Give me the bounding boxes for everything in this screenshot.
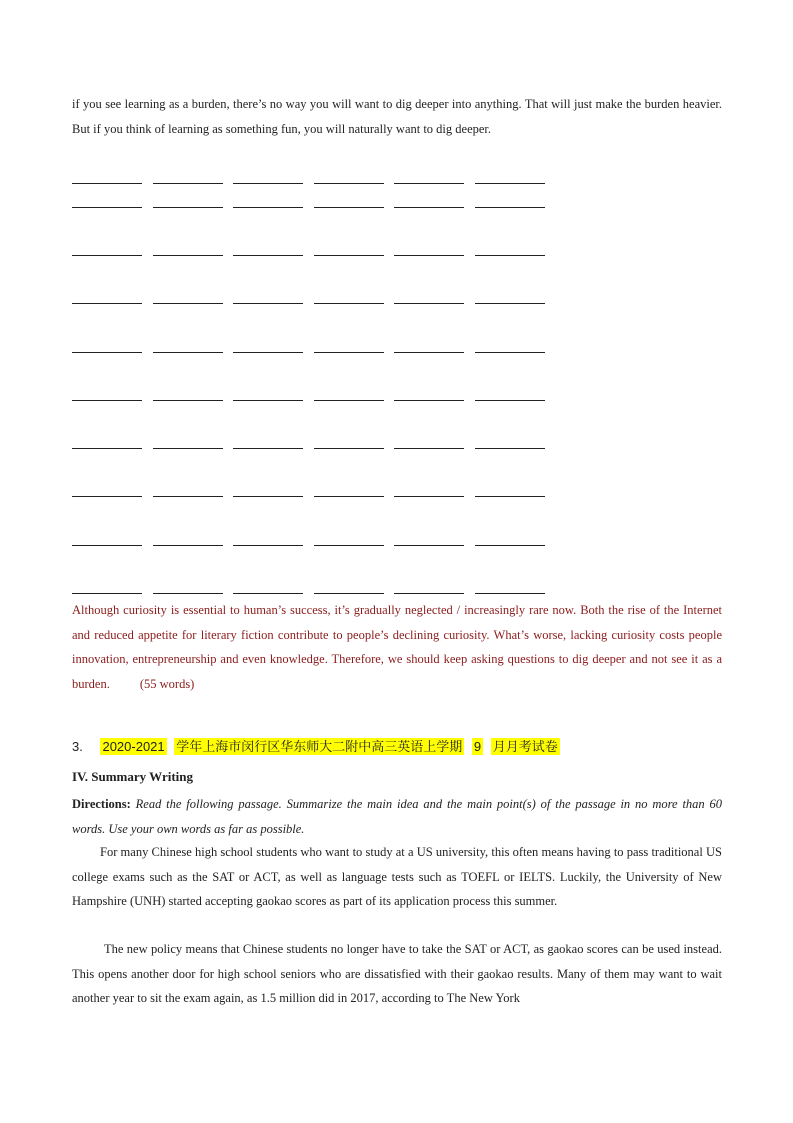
blank-row — [72, 255, 555, 256]
directions-text: Read the following passage. Summarize the main idea and the main point(s) of the passage in no more than 60 words. Use your own words as far as possible. — [72, 797, 723, 836]
blank-row — [72, 207, 555, 208]
passage-paragraph-2: The new policy means that Chinese students no longer have to take the SAT or ACT, as gaokao scores can be used instead. This opens another door for high school seniors who are dissatisfied with their gaokao results. Many of them may want to wait another year to sit the exam again, as 1.5 million did in 2017, according to The New York — [72, 942, 722, 1005]
question-number: 3. — [72, 739, 83, 754]
blank-row — [72, 303, 555, 304]
question-header — [72, 736, 560, 758]
answer-text: Although curiosity is essential to human’s success, it’s gradually neglected / increasingly rare now. Both the rise of the Internet and reduced appetite for literary fiction contribute to people’s declining curiosity. What’s worse, lacking curiosity costs people innovation, entrepreneurship and even knowledge. Therefore, we should keep asking questions to dig deeper and not see it as a burden. — [72, 603, 722, 691]
passage-paragraph-1: For many Chinese high school students who want to study at a US university, this often means having to pass traditional US college exams such as the SAT or ACT, as well as language tests such as TOEFL or IELTS. Luckily, the University of New Hampshire (UNH) started accepting gaokao scores as part of its application process this summer. — [72, 845, 722, 908]
word-count: (55 words) — [139, 676, 195, 691]
blank-row — [72, 352, 555, 353]
blank-row — [72, 545, 555, 546]
blank-row — [72, 496, 555, 497]
blank-row — [72, 400, 555, 401]
intro-paragraph: if you see learning as a burden, there’s no way you will want to dig deeper into anything. That will just make the burden heavier. But if you think of learning as something fun, you will naturally want to dig deeper. — [72, 97, 722, 136]
blank-row — [72, 183, 555, 184]
source-years: 2020-2021 — [102, 739, 165, 754]
model-answer — [72, 598, 722, 696]
source-month: 9 — [473, 739, 482, 754]
blank-row — [72, 593, 555, 594]
section-title: IV. Summary Writing — [72, 769, 193, 784]
source-school: 学年上海市闵行区华东师大二附中高三英语上学期 — [176, 739, 463, 754]
directions — [72, 792, 722, 841]
directions-label: Directions: — [72, 797, 131, 811]
blank-row — [72, 448, 555, 449]
source-exam: 月月考试卷 — [492, 739, 558, 754]
